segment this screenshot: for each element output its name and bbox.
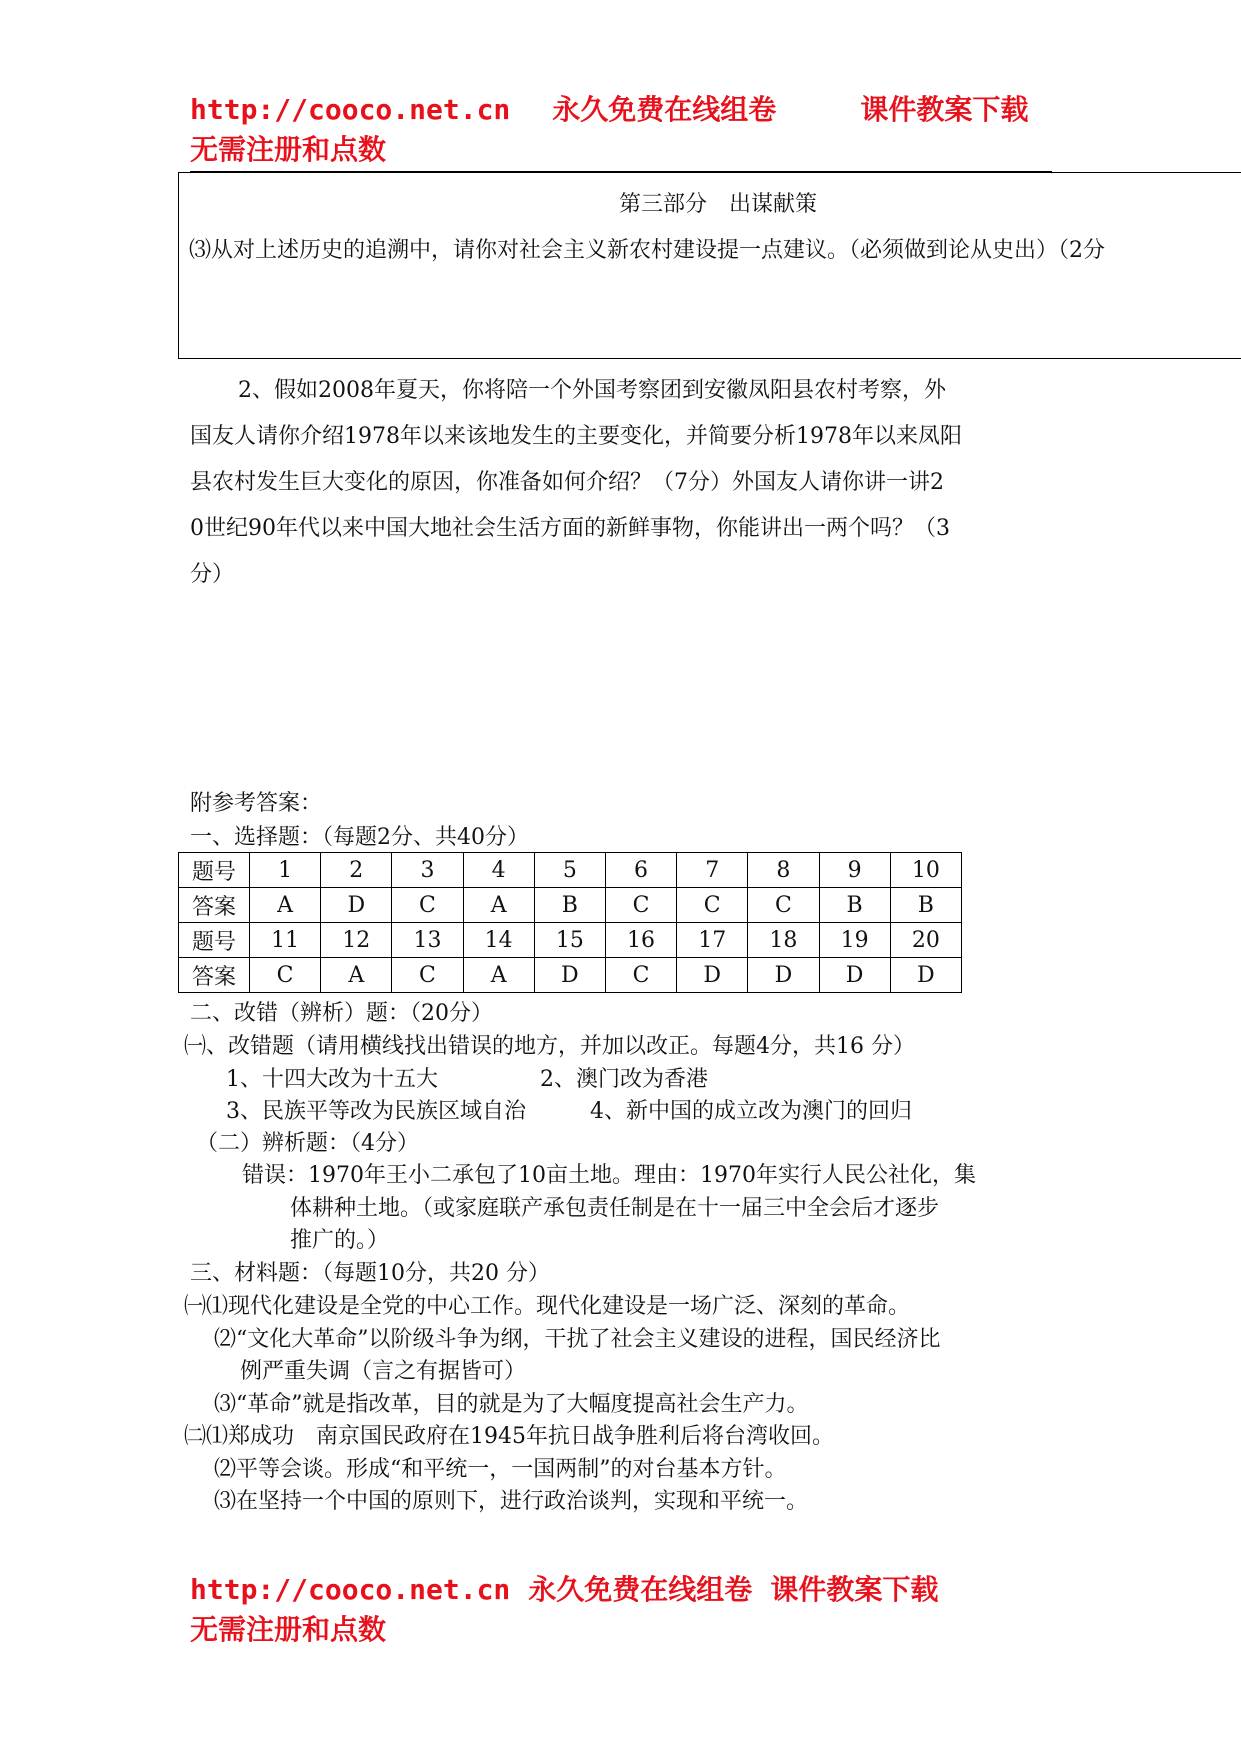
part2-item: 1、十四大改为十五大: [226, 1067, 438, 1092]
table-cell: 15: [534, 923, 605, 958]
part3-line: ㈠⑴现代化建设是全党的中心工作。现代化建设是一场广泛、深刻的革命。: [184, 1294, 911, 1319]
question-2-line: 国友人请你介绍1978年以来该地发生的主要变化，并简要分析1978年以来凤阳: [190, 424, 962, 449]
part3-title: 三、材料题：（每题10分，共20 分）: [190, 1261, 550, 1286]
part1-title: 一、选择题：（每题2分、共40分）: [190, 825, 529, 850]
table-cell: 4: [463, 853, 534, 888]
table-cell: B: [890, 888, 961, 923]
table-row: [179, 958, 962, 993]
table-cell: C: [605, 958, 676, 993]
part2-title: 二、改错（辨析）题：（20分）: [190, 1001, 493, 1026]
table-cell: D: [890, 958, 961, 993]
table-cell: D: [321, 888, 392, 923]
part2-item: 2、澳门改为香港: [540, 1067, 708, 1092]
table-cell: 11: [250, 923, 321, 958]
question-2-line: 0世纪90年代以来中国大地社会生活方面的新鲜事物，你能讲出一两个吗？（3: [190, 516, 950, 541]
table-cell: 2: [321, 853, 392, 888]
question-2-line: 县农村发生巨大变化的原因，你准备如何介绍？（7分）外国友人请你讲一讲2: [190, 470, 944, 495]
table-cell: D: [748, 958, 819, 993]
section3-box: [178, 172, 1241, 359]
table-cell: C: [250, 958, 321, 993]
table-cell: 5: [534, 853, 605, 888]
table-cell: B: [534, 888, 605, 923]
table-cell: D: [677, 958, 748, 993]
part3-line: ㈡⑴郑成功 南京国民政府在1945年抗日战争胜利后将台湾收回。: [184, 1424, 834, 1449]
part2-sub2: （二）辨析题：（4分）: [196, 1131, 419, 1156]
section3-question: ⑶从对上述历史的追溯中，请你对社会主义新农村建设提一点建议。（必须做到论从史出）（2分: [189, 238, 1106, 263]
table-cell: A: [250, 888, 321, 923]
answers-heading: 附参考答案：: [190, 791, 323, 816]
part3-line: ⑶“革命”就是指改革，目的就是为了大幅度提高社会生产力。: [214, 1392, 809, 1417]
table-cell: D: [819, 958, 890, 993]
question-2-line: 分）: [190, 562, 235, 587]
part3-line: ⑵“文化大革命”以阶级斗争为纲，干扰了社会主义建设的进程，国民经济比: [214, 1327, 941, 1352]
question-2: [190, 368, 1040, 598]
part2-analysis-line: 推广的。）: [290, 1228, 390, 1253]
table-cell: 6: [605, 853, 676, 888]
part2-sub1: ㈠、改错题（请用横线找出错误的地方，并加以改正。每题4分，共16 分）: [184, 1034, 915, 1059]
question-2-line: 2、假如2008年夏天，你将陪一个外国考察团到安徽凤阳县农村考察，外: [238, 378, 946, 403]
part2-analysis-line: 错误：1970年王小二承包了10亩土地。理由：1970年实行人民公社化，集: [242, 1163, 976, 1188]
footer-banner: [190, 1570, 938, 1610]
part3-line: ⑶在坚持一个中国的原则下，进行政治谈判，实现和平统一。: [214, 1489, 809, 1514]
part2-analysis-line: 体耕种土地。（或家庭联产承包责任制是在十一届三中全会后才逐步: [290, 1196, 940, 1221]
table-cell: C: [748, 888, 819, 923]
table-cell: 14: [463, 923, 534, 958]
row-label: 题号: [179, 853, 250, 888]
table-row: [179, 923, 962, 958]
table-cell: 20: [890, 923, 961, 958]
table-cell: A: [463, 888, 534, 923]
table-cell: C: [605, 888, 676, 923]
table-cell: 10: [890, 853, 961, 888]
table-cell: 17: [677, 923, 748, 958]
header-slogan-2: 课件教案下载: [860, 93, 1029, 126]
footer-link[interactable]: http://cooco.net.cn: [190, 1573, 511, 1606]
part3-line: 例严重失调（言之有据皆可）: [240, 1359, 527, 1384]
footer-slogan-2: 课件教案下载: [770, 1573, 939, 1606]
table-cell: 3: [392, 853, 463, 888]
footer-slogan-1: 永久免费在线组卷: [528, 1573, 753, 1606]
table-cell: A: [463, 958, 534, 993]
table-cell: 1: [250, 853, 321, 888]
table-row: [179, 853, 962, 888]
table-cell: 19: [819, 923, 890, 958]
table-cell: 18: [748, 923, 819, 958]
table-cell: 16: [605, 923, 676, 958]
table-cell: 9: [819, 853, 890, 888]
footer-line-2: 无需注册和点数: [190, 1613, 387, 1646]
header-link[interactable]: http://cooco.net.cn: [190, 93, 511, 126]
table-cell: 13: [392, 923, 463, 958]
table-cell: 8: [748, 853, 819, 888]
header-line-2: 无需注册和点数: [190, 133, 387, 166]
part3-line: ⑵平等会谈。形成“和平统一，一国两制”的对台基本方针。: [214, 1457, 787, 1482]
table-cell: C: [392, 888, 463, 923]
table-row: [179, 888, 962, 923]
table-cell: A: [321, 958, 392, 993]
table-cell: 12: [321, 923, 392, 958]
part2-item: 3、民族平等改为民族区域自治: [226, 1099, 526, 1124]
header-slogan-1: 永久免费在线组卷: [552, 93, 777, 126]
section3-title: 第三部分 出谋献策: [619, 192, 818, 217]
header-banner: [190, 90, 1028, 130]
table-cell: C: [392, 958, 463, 993]
table-cell: B: [819, 888, 890, 923]
row-label: 答案: [179, 888, 250, 923]
table-cell: D: [534, 958, 605, 993]
row-label: 题号: [179, 923, 250, 958]
table-cell: 7: [677, 853, 748, 888]
row-label: 答案: [179, 958, 250, 993]
answer-table: [178, 852, 962, 993]
part2-item: 4、新中国的成立改为澳门的回归: [590, 1099, 912, 1124]
table-cell: C: [677, 888, 748, 923]
